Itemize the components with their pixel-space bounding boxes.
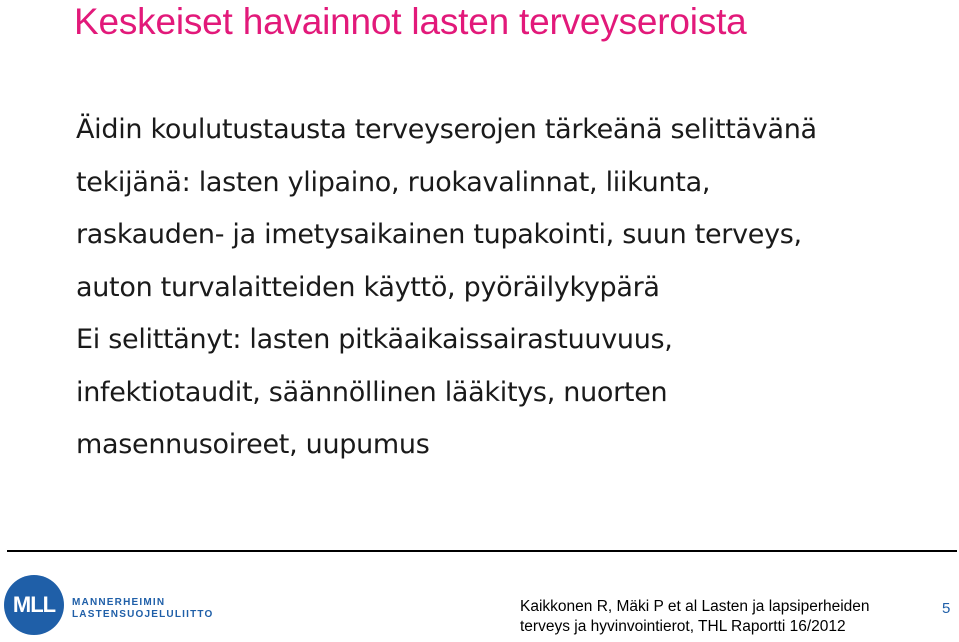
page-number: 5 — [942, 600, 951, 617]
source-citation — [520, 597, 870, 637]
body-line: masennusoireet, uupumus — [76, 429, 430, 460]
body-line: raskauden- ja imetysaikainen tupakointi, suun terveys, — [76, 219, 802, 250]
body-line: auton turvalaitteiden käyttö, pyöräilykypärä — [76, 271, 660, 303]
logo-mark: MLL — [12, 592, 56, 617]
logo-line-1: MANNERHEIMIN — [72, 597, 166, 608]
mll-logo-icon — [4, 575, 64, 635]
body-line: Ei selittänyt: lasten pitkäaikaissairastuuvuus, — [76, 324, 673, 355]
body-line: infektiotaudit, säännöllinen lääkitys, nuorten — [76, 376, 668, 408]
mll-logo — [4, 575, 214, 635]
citation-line-2: terveys ja hyvinvointierot, THL Raportti 16/2012 — [520, 618, 846, 635]
slide-title: Keskeiset havainnot lasten terveyseroista — [74, 1, 747, 42]
footer-divider — [7, 550, 957, 552]
logo-line-2: LASTENSUOJELULIITTO — [72, 609, 214, 620]
citation-line-1: Kaikkonen R, Mäki P et al Lasten ja lapsiperheiden — [520, 598, 870, 615]
body-line: Äidin koulutustausta terveyserojen tärkeänä selittävänä — [76, 114, 817, 145]
body-line: tekijänä: lasten ylipaino, ruokavalinnat, liikunta, — [76, 166, 711, 198]
logo-wordmark — [72, 597, 214, 621]
slide-body — [76, 104, 936, 472]
